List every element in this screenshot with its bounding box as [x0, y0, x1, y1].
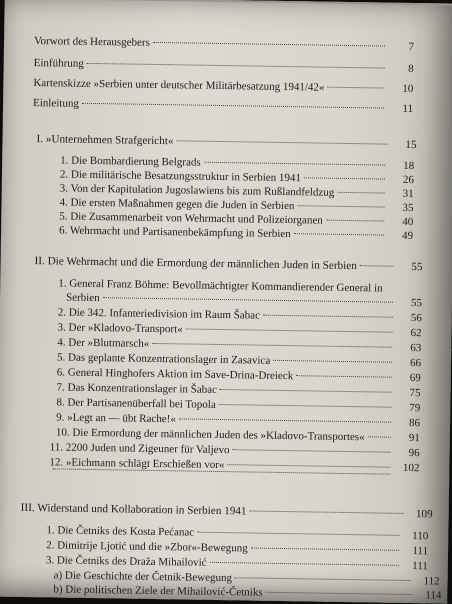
leader-dots	[250, 510, 404, 513]
leader-dots	[368, 436, 391, 437]
toc-entry-page: 62	[395, 327, 421, 339]
toc-entry-page: 40	[387, 216, 413, 228]
toc-entry-title: 3. Die Četniks des Draža Mihailović	[46, 554, 207, 569]
toc-entry-title: 1. Die Bombardierung Belgrads	[60, 154, 201, 168]
toc-part-3-heading	[21, 502, 433, 522]
toc-entry-einleitung	[33, 97, 413, 117]
leader-dots	[304, 177, 385, 179]
toc-entry-page: 75	[394, 387, 420, 399]
toc-part-page: 15	[390, 139, 416, 151]
toc-part-page: 109	[407, 508, 433, 520]
toc-entry-title: 12. »Eichmann schlägt Erschießen vor«	[49, 456, 224, 471]
toc-entry-title: 4. Die ersten Maßnahmen gegen die Juden in Serbien	[59, 196, 294, 212]
toc-entry-title: Serbien	[66, 292, 100, 305]
toc-entry-page: 55	[396, 297, 422, 309]
toc-entry-page: 11	[387, 103, 413, 115]
toc-entry-page: 114	[415, 589, 441, 601]
toc-entry-title: 3. Der »Kladovo-Transport«	[57, 321, 182, 335]
toc-entry-title: 6. Wehrmacht und Partisanenbekämpfung in Serbien	[59, 224, 291, 240]
toc-entry-vorwort	[34, 35, 414, 55]
toc-part-title: III. Widerstand und Kollaboration in Serbien 1941	[21, 502, 247, 518]
toc-entry-title: 7. Das Konzentrationslager in Šabac	[57, 381, 218, 396]
toc-entry-page: 96	[394, 447, 420, 459]
toc-entry-page: 7	[388, 41, 414, 53]
leader-dots	[186, 328, 393, 332]
toc-part-title: II. Die Wehrmacht und die Ermordung der männlichen Juden in Serbien	[34, 255, 356, 272]
leader-dots	[337, 192, 384, 194]
toc-entry-page: 79	[394, 402, 420, 414]
toc-entry-title: 6. General Hinghofers Aktion im Save-Drina-Dreieck	[57, 366, 294, 382]
leader-dots	[360, 265, 394, 267]
toc-entry-title: 3. Von der Kapitulation Jugoslawiens bis zum Rußlandfeldzug	[60, 182, 335, 198]
leader-dots	[266, 592, 413, 595]
toc-part-2-heading	[34, 255, 422, 275]
toc-entry-title: 1. General Franz Böhme: Bevollmächtigter Kommandierender General in	[58, 277, 383, 294]
leader-dots	[87, 63, 385, 69]
toc-entry-page: 56	[396, 312, 422, 324]
toc-entry-title: 2. Die militärische Besatzungsstruktur in Serbien 1941	[60, 168, 301, 184]
toc-entry-page: 86	[394, 417, 420, 429]
toc-entry-einfuehrung	[34, 57, 414, 77]
toc-entry-page: 26	[388, 174, 414, 186]
leader-dots	[197, 532, 399, 536]
toc-entry-page: 66	[395, 357, 421, 369]
toc-entry-page: 91	[394, 432, 420, 444]
toc-entry-title: 9. »Legt an — übt Rache!«	[56, 411, 176, 425]
toc-entry-page: 110	[402, 530, 428, 542]
leader-dots	[251, 548, 399, 551]
toc-entry-page: 31	[388, 188, 414, 200]
leader-dots	[296, 375, 392, 378]
leader-dots	[235, 577, 411, 581]
toc-entry-title: 2. Die 342. Infanteriedivision im Raum Šabac	[58, 306, 260, 321]
toc-entry-page: 69	[395, 372, 421, 384]
toc-entry-title: 10. Die Ermordung der männlichen Juden des »Kladovo-Transportes«	[56, 426, 365, 443]
toc-entry-title: b) Die politischen Ziele der Mihailović-Četniks	[53, 583, 262, 598]
toc-entry-page: 18	[388, 160, 414, 172]
leader-dots	[153, 42, 385, 47]
toc-entry-title: Einführung	[34, 57, 84, 70]
toc-entry-title: 5. Die Zusammenarbeit von Wehrmacht und Polizeiorganen	[59, 210, 323, 226]
leader-dots	[327, 87, 384, 89]
leader-dots	[176, 140, 387, 144]
toc-entry-page: 112	[414, 575, 440, 587]
leader-dots	[326, 220, 384, 222]
leader-dots	[294, 233, 384, 235]
leader-dots	[82, 103, 384, 109]
toc-entry-kartenskizze	[33, 77, 413, 97]
toc-entry-page: 8	[388, 63, 414, 75]
toc-part-1-heading	[36, 133, 416, 153]
toc-entry-title: Einleitung	[33, 97, 79, 110]
toc-part-title: I. »Unternehmen Strafgericht«	[36, 133, 173, 147]
toc-entry-title: 11. 2200 Juden und Zigeuner für Valjevo	[50, 441, 230, 456]
toc-entry-title: 5. Das geplante Konzentrationslager in Zasavica	[57, 351, 270, 366]
toc-entry-title: 8. Der Partisanenüberfall bei Topola	[56, 396, 216, 411]
leader-dots	[210, 562, 399, 566]
toc-entry-page: 63	[395, 342, 421, 354]
leader-dots	[219, 404, 392, 408]
toc-part-page: 55	[396, 261, 422, 273]
toc-entry-title: 2. Dimitrije Ljotić und die »Zbor«-Bewegung	[46, 539, 248, 554]
toc-entry-page: 49	[387, 230, 413, 242]
toc-entry-title: a) Die Geschichte der Četnik-Bewegung	[54, 569, 233, 584]
toc-entry-page: 111	[402, 560, 428, 572]
toc-entry-title: Vorwort des Herausgebers	[34, 35, 150, 49]
leader-dots	[204, 162, 385, 166]
leader-dots	[220, 389, 392, 393]
leader-dots	[103, 297, 393, 303]
leader-dots	[273, 360, 392, 363]
toc-entry-page: 35	[387, 202, 413, 214]
leader-dots	[263, 315, 393, 318]
leader-dots	[233, 449, 391, 452]
leader-dots	[179, 418, 391, 422]
toc-entry-title: 4. Der »Blutmarsch«	[57, 336, 149, 349]
leader-dots	[152, 343, 392, 348]
leader-dots	[297, 205, 384, 207]
toc-entry-page: 102	[393, 462, 419, 474]
toc-entry-title: Kartenskizze »Serbien unter deutscher Militärbesatzung 1941/42«	[33, 77, 324, 94]
toc-entry-title: 1. Die Četniks des Kosta Pećanac	[46, 524, 194, 538]
toc-entry-page: 10	[387, 83, 413, 95]
leader-dots	[227, 464, 390, 468]
toc-entry-page: 111	[402, 545, 428, 557]
